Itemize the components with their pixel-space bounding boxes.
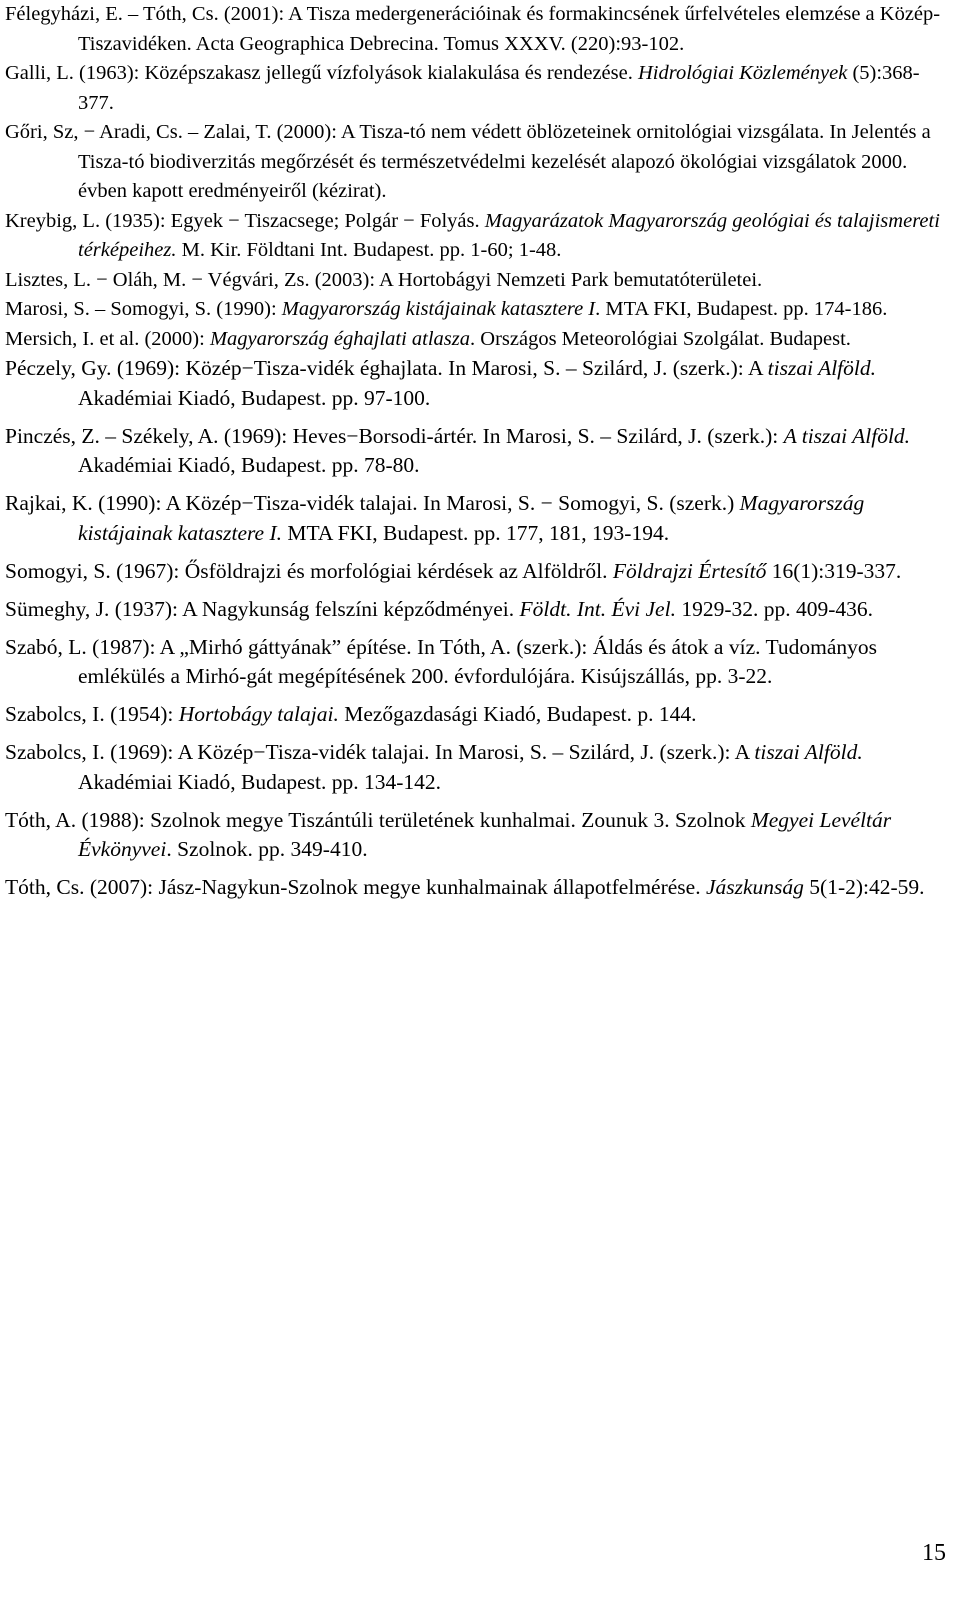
reference-entry <box>5 118 950 207</box>
reference-italic-title: Magyarország éghajlati atlasza <box>209 327 471 350</box>
reference-text: Tóth, Cs. (2007): Jász-Nagykun-Szolnok megye kunhalmainak állapotfelmérése. <box>5 875 706 899</box>
reference-entry <box>5 0 950 59</box>
reference-text: . Országos Meteorológiai Szolgálat. Budapest. <box>470 327 851 350</box>
reference-text: (5):368-377. <box>78 62 920 114</box>
reference-italic-title: Magyarázatok Magyarország geológiai és talajismereti térképeihez. <box>78 209 940 261</box>
reference-entry <box>5 59 950 118</box>
reference-list <box>5 0 950 911</box>
reference-text: Tóth, A. (1988): Szolnok megye Tiszántúli területének kunhalmai. Zounuk 3. Szolnok <box>5 807 751 832</box>
reference-entry <box>5 557 950 587</box>
reference-entry <box>5 806 950 865</box>
reference-italic-title: A tiszai Alföld. <box>783 423 911 448</box>
reference-italic-title: Földrajzi Értesítő <box>612 558 767 583</box>
reference-text: Marosi, S. – Somogyi, S. (1990): <box>5 298 282 320</box>
reference-text: Lisztes, L. − Oláh, M. − Végvári, Zs. (2003): A Hortobágyi Nemzeti Park bemutatóterületei. <box>5 268 763 291</box>
reference-entry <box>5 325 950 355</box>
reference-text: . MTA FKI, Budapest. pp. 174-186. <box>595 298 888 320</box>
reference-text: Gőri, Sz, − Aradi, Cs. – Zalai, T. (2000): A Tisza-tó nem védett öblözeteinek ornitológiai vizsgálata. In Jelentés a Tisza-tó biodiverzitás megőrzését és természetvédelmi kezelését alapozó ökológiai vizsgálatok 2000. évben kapott eredményeiről (kézirat). <box>5 121 931 202</box>
reference-entry <box>5 489 950 548</box>
reference-text: Szabolcs, I. (1954): <box>5 702 179 726</box>
reference-entry <box>5 633 950 692</box>
reference-text: Pinczés, Z. – Székely, A. (1969): Heves−Borsodi-ártér. In Marosi, S. – Szilárd, J. (szerk.): <box>5 423 784 448</box>
reference-italic-title: Megyei Levéltár Évkönyvei <box>78 807 892 861</box>
reference-text: 16(1):319-337. <box>766 558 902 583</box>
reference-text: Akadémiai Kiadó, Budapest. pp. 78-80. <box>78 453 420 477</box>
reference-italic-title: tiszai Alföld. <box>767 356 876 380</box>
reference-text: Szabolcs, I. (1969): A Közép−Tisza-vidék talajai. In Marosi, S. – Szilárd, J. (szerk.): A <box>5 740 755 764</box>
reference-italic-title: Jászkunság <box>705 875 804 899</box>
reference-entry <box>5 422 950 481</box>
reference-italic-title: tiszai Alföld. <box>754 740 863 764</box>
reference-text: Szabó, L. (1987): A „Mirhó gáttyának” építése. In Tóth, A. (szerk.): Áldás és átok a víz. Tudományos emlékülés a Mirhó-gát megépítésének 200. évfordulójára. Kisújszállás, pp. 3-22. <box>5 634 877 688</box>
reference-text: Péczely, Gy. (1969): Közép−Tisza-vidék éghajlata. In Marosi, S. – Szilárd, J. (szerk.): A <box>5 356 768 380</box>
reference-entry <box>5 266 950 296</box>
reference-text: MTA FKI, Budapest. pp. 177, 181, 193-194. <box>282 520 670 545</box>
reference-text: Akadémiai Kiadó, Budapest. pp. 134-142. <box>78 769 442 794</box>
reference-italic-title: Hortobágy talajai. <box>178 702 339 726</box>
reference-text: Akadémiai Kiadó, Budapest. pp. 97-100. <box>78 385 431 410</box>
reference-text: M. Kir. Földtani Int. Budapest. pp. 1-60; 1-48. <box>176 239 562 261</box>
reference-text: Sümeghy, J. (1937): A Nagykunság felszíni képződményei. <box>5 596 520 621</box>
reference-text: 5(1-2):42-59. <box>803 875 925 899</box>
reference-italic-title: Hidrológiai Közlemények <box>637 62 848 84</box>
reference-entry <box>5 354 950 413</box>
reference-entry <box>5 700 950 730</box>
reference-italic-title: Magyarország kistájainak katasztere I <box>281 298 596 320</box>
reference-italic-title: Földt. Int. Évi Jel. <box>519 596 676 621</box>
reference-entry <box>5 595 950 625</box>
reference-entry <box>5 295 950 325</box>
reference-text: Kreybig, L. (1935): Egyek − Tiszacsege; Polgár − Folyás. <box>5 209 485 232</box>
reference-text: Rajkai, K. (1990): A Közép−Tisza-vidék talajai. In Marosi, S. − Somogyi, S. (szerk.) <box>5 491 740 515</box>
reference-entry <box>5 207 950 266</box>
reference-entry <box>5 738 950 797</box>
page-number: 15 <box>922 1540 946 1566</box>
reference-text: Galli, L. (1963): Középszakasz jellegű vízfolyások kialakulása és rendezése. <box>5 62 638 84</box>
reference-text: Félegyházi, E. – Tóth, Cs. (2001): A Tisza medergenerációinak és formakincsének űrfelvételes elemzése a Közép-Tiszavidéken. Acta Geographica Debrecina. Tomus XXXV. (220):93-102. <box>5 3 941 55</box>
reference-text: Somogyi, S. (1967): Ősföldrajzi és morfológiai kérdések az Alföldről. <box>5 558 613 583</box>
reference-text: . Szolnok. pp. 349-410. <box>166 837 368 861</box>
reference-italic-title: Magyarország kistájainak katasztere I. <box>78 491 865 545</box>
reference-text: Mezőgazdasági Kiadó, Budapest. p. 144. <box>338 702 697 726</box>
reference-text: 1929-32. pp. 409-436. <box>675 596 874 621</box>
reference-text: Mersich, I. et al. (2000): <box>5 327 210 350</box>
reference-entry <box>5 873 950 903</box>
